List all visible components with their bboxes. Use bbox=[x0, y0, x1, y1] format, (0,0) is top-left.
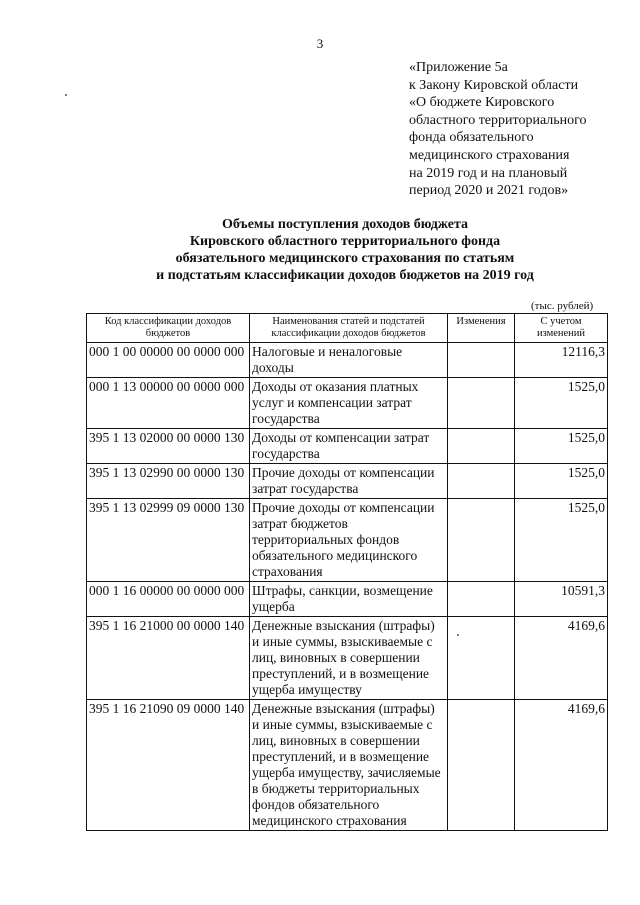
appendix-header bbox=[409, 59, 587, 200]
appendix-line: областного территориального bbox=[409, 112, 587, 128]
row-name: Штрафы, санкции, возмещение ущерба bbox=[250, 582, 448, 617]
row-code: 395 1 13 02999 09 0000 130 bbox=[87, 499, 250, 582]
row-total: 1525,0 bbox=[515, 499, 608, 582]
title-line: обязательного медицинского страхования по статьям bbox=[175, 251, 515, 266]
scan-speck bbox=[65, 94, 67, 96]
row-code: 000 1 00 00000 00 0000 000 bbox=[87, 343, 250, 378]
header-changes: Изменения bbox=[448, 314, 515, 343]
header-name: Наименования статей и подстатей классификации доходов бюджетов bbox=[250, 314, 448, 343]
row-changes bbox=[448, 343, 515, 378]
row-code: 000 1 13 00000 00 0000 000 bbox=[87, 378, 250, 429]
row-code: 395 1 13 02990 00 0000 130 bbox=[87, 464, 250, 499]
appendix-line: «Приложение 5а bbox=[409, 60, 508, 75]
table-row bbox=[87, 343, 608, 378]
row-name: Денежные взыскания (штрафы) и иные суммы, взыскиваемые с лиц, виновных в совершении преступлений, и в возмещение ущерба имуществу, зачисляемые в бюджеты территориальных фондов обязательного медицинского страхования bbox=[250, 700, 448, 831]
table-row bbox=[87, 582, 608, 617]
table-row bbox=[87, 700, 608, 831]
row-total: 10591,3 bbox=[515, 582, 608, 617]
row-total: 4169,6 bbox=[515, 617, 608, 700]
row-changes bbox=[448, 582, 515, 617]
row-name: Налоговые и неналоговые доходы bbox=[250, 343, 448, 378]
row-code: 000 1 16 00000 00 0000 000 bbox=[87, 582, 250, 617]
row-changes bbox=[448, 429, 515, 464]
row-code: 395 1 16 21000 00 0000 140 bbox=[87, 617, 250, 700]
row-changes bbox=[448, 499, 515, 582]
table-row bbox=[87, 429, 608, 464]
row-changes bbox=[448, 464, 515, 499]
row-name: Денежные взыскания (штрафы) и иные суммы, взыскиваемые с лиц, виновных в совершении преступлений, и в возмещение ущерба имуществу bbox=[250, 617, 448, 700]
row-changes bbox=[448, 617, 515, 700]
appendix-line: фонда обязательного bbox=[409, 130, 534, 146]
scan-speck bbox=[457, 634, 459, 636]
row-name: Прочие доходы от компенсации затрат государства bbox=[250, 464, 448, 499]
row-total: 12116,3 bbox=[515, 343, 608, 378]
appendix-line: период 2020 и 2021 годов» bbox=[409, 183, 569, 199]
table-header-row bbox=[87, 314, 608, 343]
row-code: 395 1 13 02000 00 0000 130 bbox=[87, 429, 250, 464]
appendix-line: к Закону Кировской области bbox=[409, 77, 579, 93]
title-line: Объемы поступления доходов бюджета bbox=[222, 217, 468, 232]
row-total: 1525,0 bbox=[515, 429, 608, 464]
title-line: Кировского областного территориального фонда bbox=[189, 234, 501, 249]
table-row bbox=[87, 378, 608, 429]
appendix-line: «О бюджете Кировского bbox=[409, 95, 555, 111]
row-code: 395 1 16 21090 09 0000 140 bbox=[87, 700, 250, 831]
row-total: 4169,6 bbox=[515, 700, 608, 831]
row-name: Доходы от оказания платных услуг и компенсации затрат государства bbox=[250, 378, 448, 429]
table-row bbox=[87, 464, 608, 499]
row-total: 1525,0 bbox=[515, 378, 608, 429]
table-row bbox=[87, 617, 608, 700]
document-title bbox=[0, 216, 640, 284]
row-total: 1525,0 bbox=[515, 464, 608, 499]
row-changes bbox=[448, 700, 515, 831]
row-name: Прочие доходы от компенсации затрат бюджетов территориальных фондов обязательного медицинского страхования bbox=[250, 499, 448, 582]
table-row bbox=[87, 499, 608, 582]
header-total: С учетом изменений bbox=[515, 314, 608, 343]
row-name: Доходы от компенсации затрат государства bbox=[250, 429, 448, 464]
units-note: (тыс. рублей) bbox=[531, 300, 594, 312]
title-line: и подстатьям классификации доходов бюджетов на 2019 год bbox=[156, 268, 534, 283]
appendix-line: на 2019 год и на плановый bbox=[409, 165, 568, 181]
header-code: Код классификации доходов бюджетов bbox=[87, 314, 250, 343]
appendix-line: медицинского страхования bbox=[409, 147, 570, 163]
row-changes bbox=[448, 378, 515, 429]
revenue-table bbox=[86, 313, 608, 831]
page-number: 3 bbox=[316, 36, 324, 51]
